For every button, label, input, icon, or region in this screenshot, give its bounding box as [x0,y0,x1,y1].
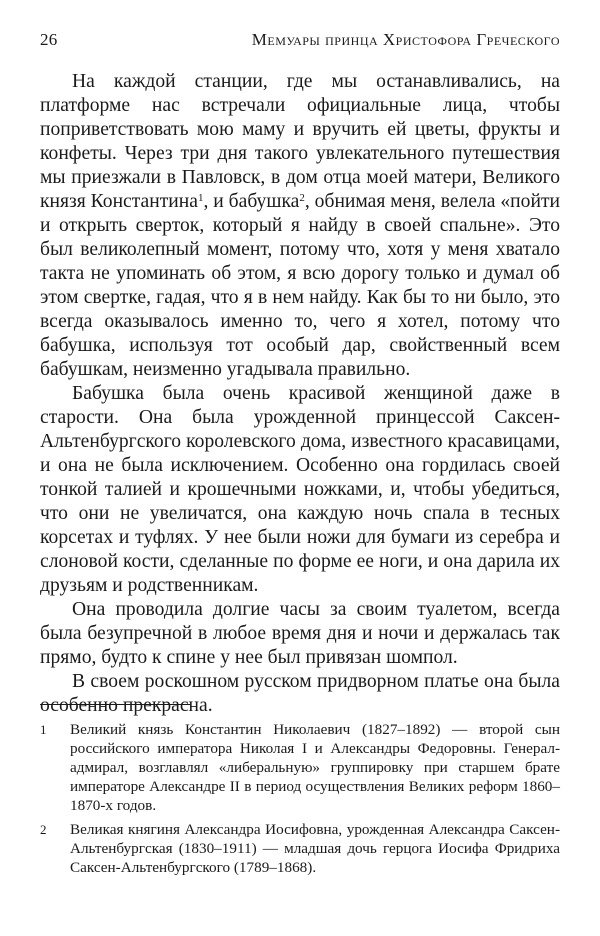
footnote-ref-2[interactable]: 2 [299,192,305,204]
footnote-ref-1[interactable]: 1 [197,192,204,204]
main-text [40,70,560,718]
footnotes [40,720,560,882]
footnote-divider [40,704,190,705]
page-number: 26 [40,30,58,49]
running-title: Мемуары принца Христофора Греческого [251,30,560,49]
paragraph-1 [40,70,560,382]
paragraph-2: Бабушка была очень красивой женщиной даже в старости. Она была урожденной принцессой Саксен-Альтенбургского королевского дома, известного красавицами, и она не была исключением. Особенно она гордилась своей тонкой талией и крошечными ножками, и, чтобы убедиться, что они не увеличатся, она каждую ночь спала в тесных корсетах и туфлях. У нее были ножи для бумаги из серебра и слоновой кости, сделанные по форме ее ноги, и она дарила их друзьям и родственникам. [40,383,560,596]
paragraph-4: В своем роскошном русском придворном платье она была особенно прекрасна. [40,671,560,716]
footnote-1-number: 1 [40,722,47,737]
paragraph-1-part-a: На каждой станции, где мы останавливались, на платформе нас встречали официальные лица, чтобы поприветствовать мою маму и вручить ей цветы, фрукты и конфеты. Через три дня такого увлекательного путешествия мы приезжали в Павловск, в дом отца моей матери, Великого князя Константина [40,71,560,212]
footnote-2-text: Великая княгиня Александра Иосифовна, урожденная Александра Саксен-Альтенбургская (1830–1911) — младшая дочь герцога Иосифа Фридриха Саксен-Альтенбургского (1789–1868). [70,821,560,876]
footnote-2 [40,820,560,877]
paragraph-1-part-c: , обнимая меня, велела «пойти и открыть сверток, который я найду в своей спальне». Это был великолепный момент, потому что, хотя у меня хватало такта не упоминать об этом, я всю дорогу только и думал об этом свертке, гадая, что я в нем найду. Как бы то ни было, это всегда оказывалось именно то, чего я хотел, потому что бабушка, используя тот особый дар, свойственный всем бабушкам, неизменно угадывала правильно. [40,191,561,380]
running-header [40,30,560,50]
footnote-1-text: Великий князь Константин Николаевич (1827–1892) — второй сын российского императора Николая I и Александры Федоровны. Генерал-адмирал, возглавлял «либеральную» группировку при старшем брате императоре Александре II в период осуществления Великих реформ 1860–1870-х годов. [70,721,560,814]
paragraph-1-part-b: , и бабушка [203,191,300,212]
footnote-2-number: 2 [40,822,47,837]
footnote-1 [40,720,560,815]
paragraph-3: Она проводила долгие часы за своим туалетом, всегда была безупречной в любое время дня и ночи и держалась так прямо, будто к спине у нее был привязан шомпол. [40,599,560,668]
